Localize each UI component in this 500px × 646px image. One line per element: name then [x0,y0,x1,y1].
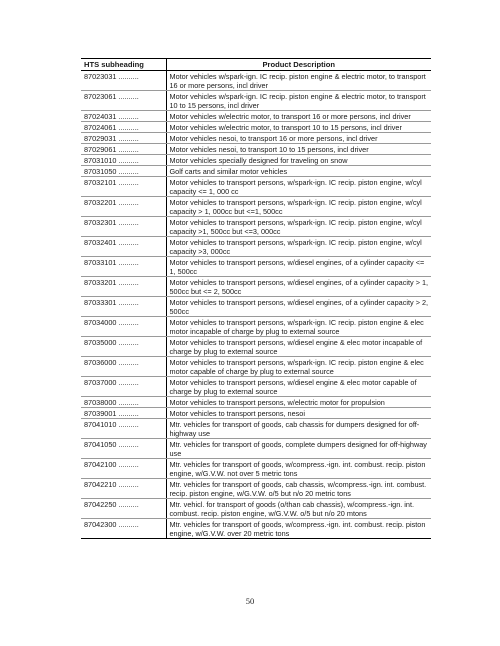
hts-code-cell: 87038000 .......... [81,397,166,408]
hts-code-cell: 87039001 .......... [81,408,166,419]
hts-code-cell: 87024031 .......... [81,111,166,122]
hts-code-cell: 87032301 .......... [81,217,166,237]
table-row [81,257,431,277]
table-row [81,277,431,297]
table-row [81,357,431,377]
product-description-cell: Motor vehicles w/spark-ign. IC recip. piston engine & electric motor, to transport 16 or more persons, incl driver [166,71,431,91]
product-description-cell: Motor vehicles to transport persons, w/electric motor for propulsion [166,397,431,408]
product-description-cell: Motor vehicles to transport persons, w/diesel engine & elec motor capable of charge by plug to external source [166,377,431,397]
page-number: 50 [245,596,255,606]
table-row [81,479,431,499]
table-row [81,337,431,357]
table-row [81,177,431,197]
product-description-cell: Motor vehicles to transport persons, w/diesel engine & elec motor incapable of charge by plug to external source [166,337,431,357]
hts-code-cell: 87032101 .......... [81,177,166,197]
product-description-cell: Motor vehicles to transport persons, w/spark-ign. IC recip. piston engine, w/cyl capacity <= 1, 000 cc [166,177,431,197]
product-description-cell: Motor vehicles w/spark-ign. IC recip. piston engine & electric motor, to transport 10 to 15 persons, incl driver [166,91,431,111]
product-description-cell: Motor vehicles to transport persons, w/diesel engines, of a cylinder capacity > 2, 500cc [166,297,431,317]
product-description-cell: Motor vehicles nesoi, to transport 10 to 15 persons, incl driver [166,144,431,155]
product-description-cell: Motor vehicles to transport persons, w/spark-ign. IC recip. piston engine & elec motor incapable of charge by plug to external source [166,317,431,337]
table-row [81,111,431,122]
product-description-cell: Motor vehicles to transport persons, nesoi [166,408,431,419]
product-description-cell: Motor vehicles to transport persons, w/spark-ign. IC recip. piston engine, w/cyl capacity >1, 500cc but <=3, 000cc [166,217,431,237]
table-row [81,71,431,91]
document-page [81,58,431,539]
hts-code-cell: 87033201 .......... [81,277,166,297]
hts-code-cell: 87037000 .......... [81,377,166,397]
hts-code-cell: 87033101 .......... [81,257,166,277]
table-row [81,519,431,539]
table-row [81,122,431,133]
table-row [81,459,431,479]
hts-code-cell: 87042250 .......... [81,499,166,519]
table-row [81,237,431,257]
table-row [81,377,431,397]
product-description-cell: Motor vehicles w/electric motor, to transport 16 or more persons, incl driver [166,111,431,122]
product-description-cell: Motor vehicles nesoi, to transport 16 or more persons, incl driver [166,133,431,144]
product-description-cell: Motor vehicles to transport persons, w/diesel engines, of a cylinder capacity <= 1, 500cc [166,257,431,277]
table-row [81,297,431,317]
hts-code-cell: 87042100 .......... [81,459,166,479]
hts-code-cell: 87029061 .......... [81,144,166,155]
hts-code-cell: 87034000 .......... [81,317,166,337]
product-description-cell: Mtr. vehicles for transport of goods, cab chassis for dumpers designed for off-highway use [166,419,431,439]
hts-code-cell: 87041050 .......... [81,439,166,459]
hts-code-cell: 87031010 .......... [81,155,166,166]
hts-code-cell: 87036000 .......... [81,357,166,377]
table-row [81,155,431,166]
header-product-description: Product Description [166,59,431,71]
hts-code-cell: 87033301 .......... [81,297,166,317]
table-row [81,217,431,237]
hts-code-cell: 87032201 .......... [81,197,166,217]
hts-code-cell: 87041010 .......... [81,419,166,439]
table-body [81,71,431,539]
table-row [81,144,431,155]
table-row [81,317,431,337]
product-description-cell: Mtr. vehicles for transport of goods, w/compress.-ign. int. combust. recip. piston engine, w/G.V.W. not over 5 metric tons [166,459,431,479]
hts-code-cell: 87024061 .......... [81,122,166,133]
hts-code-cell: 87042210 .......... [81,479,166,499]
table-row [81,499,431,519]
hts-code-cell: 87035000 .......... [81,337,166,357]
product-description-cell: Golf carts and similar motor vehicles [166,166,431,177]
hts-table [81,58,431,539]
table-row [81,133,431,144]
hts-code-cell: 87031050 .......... [81,166,166,177]
table-row [81,397,431,408]
product-description-cell: Motor vehicles to transport persons, w/spark-ign. IC recip. piston engine & elec motor capable of charge by plug to external source [166,357,431,377]
table-row [81,166,431,177]
product-description-cell: Motor vehicles to transport persons, w/spark-ign. IC recip. piston engine, w/cyl capacity > 1, 000cc but <=1, 500cc [166,197,431,217]
product-description-cell: Mtr. vehicles for transport of goods, cab chassis, w/compress.-ign. int. combust. recip. piston engine, w/G.V.W. o/5 but n/o 20 metric tons [166,479,431,499]
product-description-cell: Mtr. vehicl. for transport of goods (o/than cab chassis), w/compress.-ign. int. combust. recip. piston engine, w/G.V.W. o/5 but n/o 20 mtons [166,499,431,519]
header-hts-subheading: HTS subheading [81,59,166,71]
hts-code-cell: 87023031 .......... [81,71,166,91]
table-row [81,197,431,217]
hts-code-cell: 87042300 .......... [81,519,166,539]
product-description-cell: Motor vehicles specially designed for traveling on snow [166,155,431,166]
table-row [81,408,431,419]
product-description-cell: Motor vehicles w/electric motor, to transport 10 to 15 persons, incl driver [166,122,431,133]
product-description-cell: Mtr. vehicles for transport of goods, w/compress.-ign. int. combust. recip. piston engine, w/G.V.W. over 20 metric tons [166,519,431,539]
product-description-cell: Mtr. vehicles for transport of goods, complete dumpers designed for off-highway use [166,439,431,459]
table-header-row [81,59,431,71]
table-row [81,91,431,111]
product-description-cell: Motor vehicles to transport persons, w/diesel engines, of a cylinder capacity > 1, 500cc but <= 2, 500cc [166,277,431,297]
hts-code-cell: 87029031 .......... [81,133,166,144]
table-row [81,439,431,459]
hts-code-cell: 87023061 .......... [81,91,166,111]
product-description-cell: Motor vehicles to transport persons, w/spark-ign. IC recip. piston engine, w/cyl capacity >3, 000cc [166,237,431,257]
table-row [81,419,431,439]
hts-code-cell: 87032401 .......... [81,237,166,257]
